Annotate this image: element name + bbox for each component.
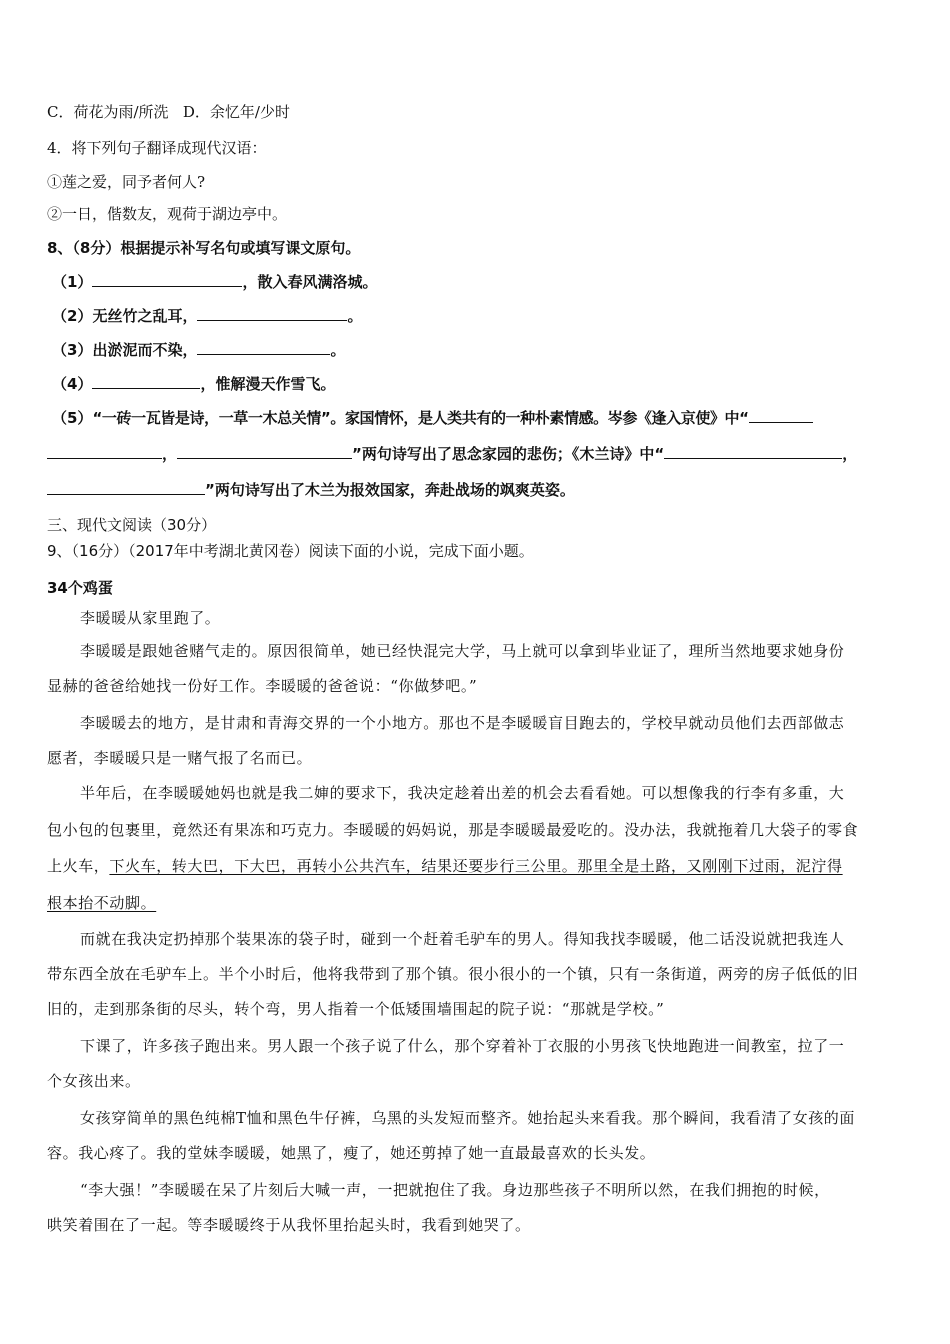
q8-sentence-3 <box>52 340 345 360</box>
q8-sentence-5-line-3 <box>47 480 575 500</box>
q8-s3-end: 。 <box>330 341 346 359</box>
q8-sentence-1 <box>52 272 377 292</box>
story-paragraph-1: 李暖暖从家里跑了。 <box>80 609 221 627</box>
q8-s2-text: 无丝竹之乱耳， <box>92 307 198 325</box>
story-paragraph-2-line-2: 显赫的爸爸给她找一份好工作。李暖暖的爸爸说：“你做梦吧。” <box>47 677 478 695</box>
q8-s2-end: 。 <box>347 307 363 325</box>
answer-blank[interactable] <box>47 444 162 459</box>
q8-s5-comma-2: ， <box>842 445 858 463</box>
q4-prompt: 4．将下列句子翻译成现代汉语： <box>47 139 267 157</box>
story-paragraph-4-line-4: 根本抬不动脚。 <box>47 894 157 912</box>
story-paragraph-3-line-1: 李暖暖去的地方，是甘肃和青海交界的一个小地方。那也不是李暖暖盲目跑去的，学校早就动员他们去西部做志 <box>80 714 845 732</box>
answer-blank[interactable] <box>664 444 842 459</box>
q9-heading: 9、（16分）（2017年中考湖北黄冈卷）阅读下面的小说，完成下面小题。 <box>47 542 534 560</box>
story-paragraph-4-line-1: 半年后，在李暖暖她妈也就是我二婶的要求下，我决定趁着出差的机会去看看她。可以想像我的行李有多重，大 <box>80 784 845 802</box>
story-p4-plain: 上火车， <box>47 857 110 875</box>
q8-sentence-4 <box>52 374 335 394</box>
q8-s1-text: ，散入春风满洛城。 <box>242 273 378 291</box>
q4-item-2: ②一日，偕数友，观荷于湖边亭中。 <box>47 205 288 223</box>
q8-s4-text: ，惟解漫天作雪飞。 <box>200 375 336 393</box>
story-paragraph-3-line-2: 愿者，李暖暖只是一赌气报了名而已。 <box>47 749 313 767</box>
story-p4-underlined: 下火车，转大巴，下大巴，再转小公共汽车，结果还要步行三公里。那里全是土路，又刚刚下过雨，泥泞得 <box>109 857 843 875</box>
q8-s5-comma: ， <box>162 445 178 463</box>
q8-s3-number: （3） <box>52 341 93 359</box>
section-3-heading: 三、现代文阅读（30分） <box>47 516 217 534</box>
story-paragraph-8-line-1: “李大强！”李暖暖在呆了片刻后大喊一声，一把就抱住了我。身边那些孩子不明所以然，在我们拥抱的时候， <box>80 1181 830 1199</box>
story-paragraph-8-line-2: 哄笑着围在了一起。等李暖暖终于从我怀里抬起头时，我看到她哭了。 <box>47 1216 531 1234</box>
option-d: D．余忆年/少时 <box>182 103 290 121</box>
q8-s1-number: （1） <box>52 273 93 291</box>
story-paragraph-4-line-2: 包小包的包裹里，竟然还有果冻和巧克力。李暖暖的妈妈说，那是李暖暖最爱吃的。没办法，我就拖着几大袋子的零食 <box>47 821 859 839</box>
q8-s4-number: （4） <box>52 375 93 393</box>
answer-blank[interactable] <box>92 272 242 287</box>
answer-blank[interactable] <box>47 480 205 495</box>
q3-options <box>47 102 290 122</box>
story-paragraph-6-line-2: 个女孩出来。 <box>47 1072 141 1090</box>
answer-blank[interactable] <box>197 306 347 321</box>
q8-sentence-5-line-1 <box>52 408 813 428</box>
q4-item-1: ①莲之爱，同予者何人? <box>47 173 206 191</box>
option-c: C．荷花为雨/所洗 <box>47 103 169 121</box>
q8-s3-text: 出淤泥而不染， <box>92 341 198 359</box>
q8-s5-text-1: “一砖一瓦皆是诗，一草一木总关情”。家国情怀，是人类共有的一种朴素情感。岑参《逢入京使》中“ <box>92 409 749 427</box>
story-paragraph-5-line-2: 带东西全放在毛驴车上。半个小时后，他将我带到了那个镇。很小很小的一个镇，只有一条街道，两旁的房子低低的旧 <box>47 965 859 983</box>
story-paragraph-5-line-1: 而就在我决定扔掉那个装果冻的袋子时，碰到一个赶着毛驴车的男人。得知我找李暖暖，他二话没说就把我连人 <box>80 930 845 948</box>
q8-s5-number: （5） <box>52 409 93 427</box>
q8-s5-text-3: ”两句诗写出了木兰为报效国家，奔赴战场的飒爽英姿。 <box>205 481 575 499</box>
q8-heading: 8、（8分）根据提示补写名句或填写课文原句。 <box>47 239 361 257</box>
q8-sentence-2 <box>52 306 362 326</box>
q8-s2-number: （2） <box>52 307 93 325</box>
q8-sentence-5-line-2 <box>47 444 857 464</box>
answer-blank[interactable] <box>92 374 200 389</box>
story-paragraph-7-line-2: 容。我心疼了。我的堂妹李暖暖，她黑了，瘦了，她还剪掉了她一直最最喜欢的长头发。 <box>47 1144 656 1162</box>
story-paragraph-6-line-1: 下课了，许多孩子跑出来。男人跟一个孩子说了什么，那个穿着补丁衣服的小男孩飞快地跑进一间教室，拉了一 <box>80 1037 845 1055</box>
answer-blank[interactable] <box>749 408 813 423</box>
q8-s5-text-2: ”两句诗写出了思念家园的悲伤；《木兰诗》中“ <box>352 445 665 463</box>
story-paragraph-7-line-1: 女孩穿简单的黑色纯棉T恤和黑色牛仔裤，乌黑的头发短而整齐。她抬起头来看我。那个瞬间，我看清了女孩的面 <box>80 1109 856 1127</box>
story-paragraph-5-line-3: 旧的，走到那条街的尽头，转个弯，男人指着一个低矮围墙围起的院子说：“那就是学校。” <box>47 1000 665 1018</box>
answer-blank[interactable] <box>177 444 352 459</box>
story-title: 34个鸡蛋 <box>47 579 113 597</box>
story-paragraph-2-line-1: 李暖暖是跟她爸赌气走的。原因很简单，她已经快混完大学，马上就可以拿到毕业证了，理所当然地要求她身份 <box>80 642 845 660</box>
answer-blank[interactable] <box>197 340 330 355</box>
story-paragraph-4-line-3 <box>47 856 843 876</box>
